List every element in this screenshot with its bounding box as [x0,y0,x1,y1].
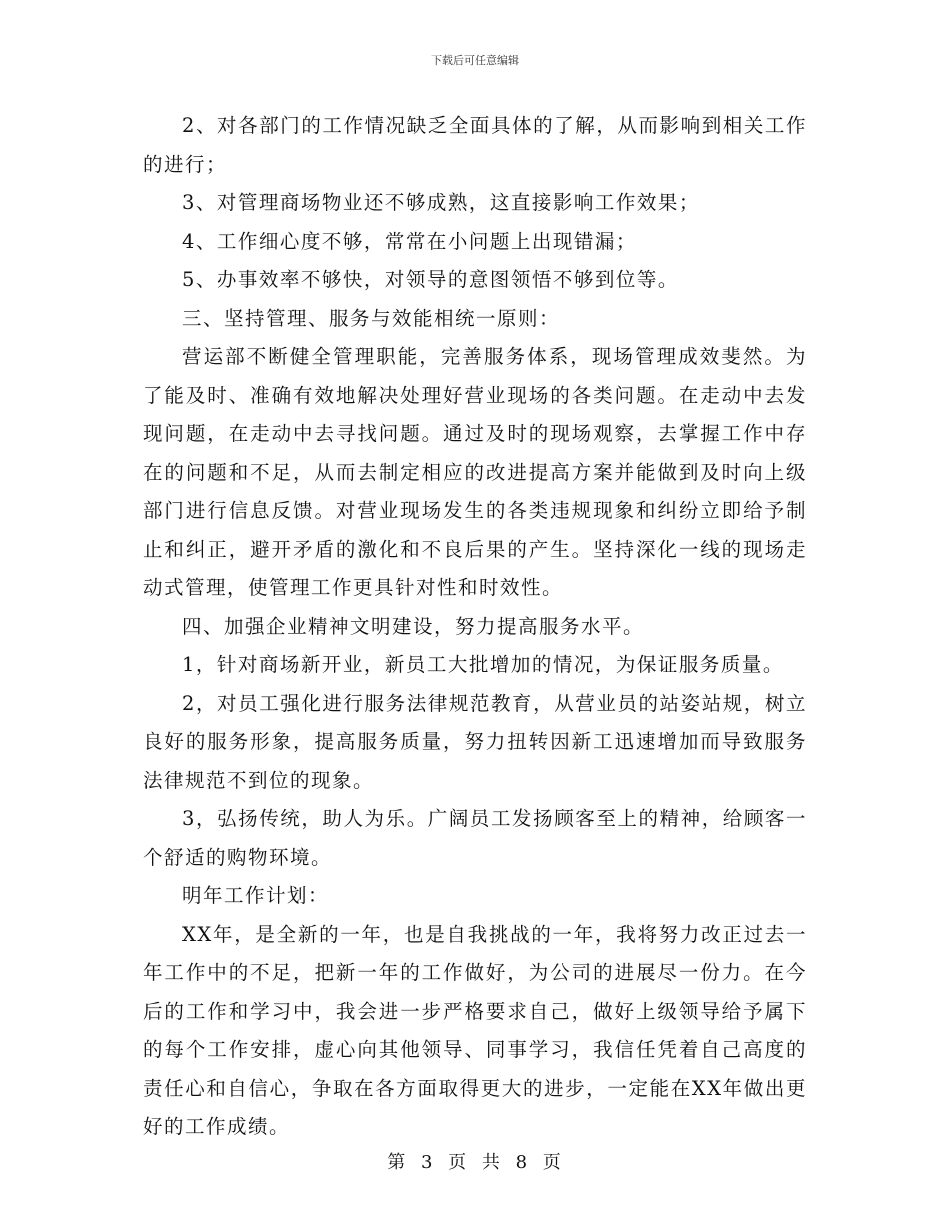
paragraph-item-3: 3，弘扬传统，助人为乐。广阔员工发扬顾客至上的精神，给顾客一个舒适的购物环境。 [143,807,807,869]
paragraph-issue-3: 3、对管理商场物业还不够成熟，这直接影响工作效果； [182,191,700,214]
plan-heading: 明年工作计划： [182,884,330,907]
paragraph-section-3-body: 营运部不断健全管理职能，完善服务体系，现场管理成效斐然。为了能及时、准确有效地解决处理好营业现场的各类问题。在走动中去发现问题，在走动中去寻找问题。通过及时的现场观察，去掌握工作中存在的问题和不足，从而去制定相应的改进提高方案并能做到及时向上级部门进行信息反馈。对营业现场发生的各类违规现象和纠纷立即给予制止和纠正，避开矛盾的激化和不良后果的产生。坚持深化一线的现场走动式管理，使管理工作更具针对性和时效性。 [143,345,807,599]
section-heading-3: 三、坚持管理、服务与效能相统一原则： [182,306,561,330]
paragraph-item-2: 2，对员工强化进行服务法律规范教育，从营业员的站姿站规，树立良好的服务形象，提高服务质量，努力扭转因新工迅速增加而导致服务法律规范不到位的现象。 [143,691,807,792]
paragraph-item-1: 1，针对商场新开业，新员工大批增加的情况，为保证服务质量。 [182,653,784,676]
paragraph-issue-4: 4、工作细心度不够，常常在小问题上出现错漏； [182,229,637,253]
paragraph-issue-2: 2、对各部门的工作情况缺乏全面具体的了解，从而影响到相关工作的进行； [143,114,807,176]
paragraph-plan-body: XX年，是全新的一年，也是自我挑战的一年，我将努力改正过去一年工作中的不足，把新一年的工作做好，为公司的进展尽一份力。在今后的工作和学习中，我会进一步严格要求自己，做好上级领导给予属下的每个工作安排，虚心向其他领导、同事学习，我信任凭着自己高度的责任心和自信心，争取在各方面取得更大的进步，一定能在XX年做出更好的工作成绩。 [143,922,807,1138]
page-header-note: 下载后可任意编辑 [431,54,519,67]
section-heading-4: 四、加强企业精神文明建设，努力提高服务水平。 [182,614,645,638]
paragraph-issue-5: 5、办事效率不够快，对领导的意图领悟不够到位等。 [182,268,679,291]
page-number: 第 3 页 共 8 页 [387,1152,563,1173]
document-body [143,107,807,1147]
